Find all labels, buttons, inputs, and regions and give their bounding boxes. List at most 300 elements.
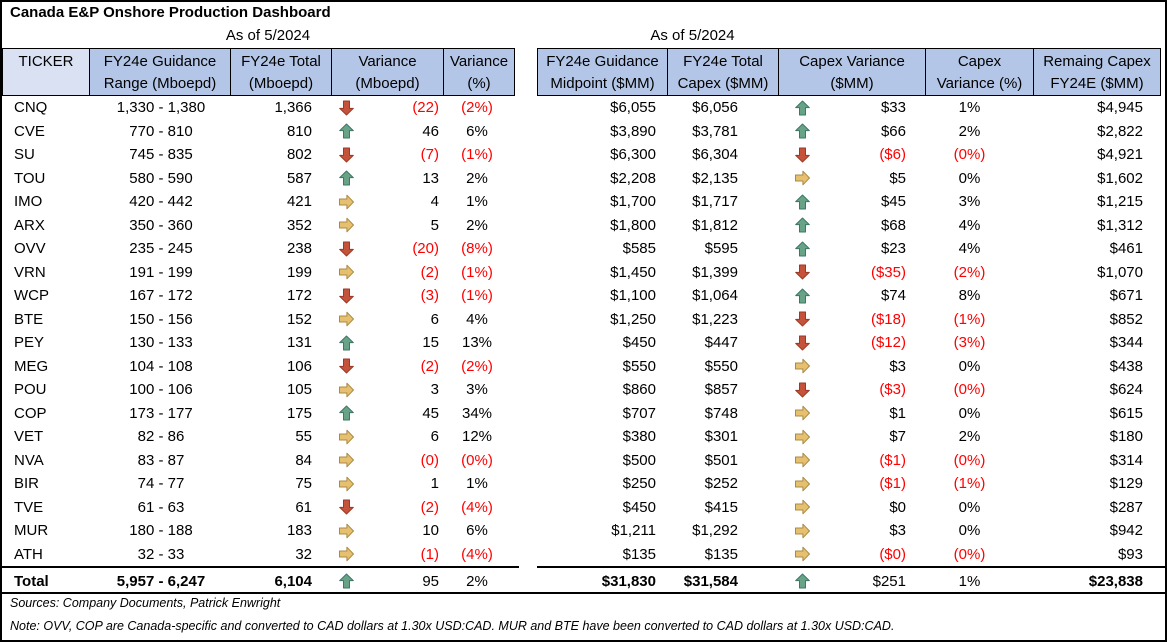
ticker-cell: Total [14,572,49,590]
fy24e-total-cell: 32 [295,545,312,563]
capex-variance-cell [780,428,928,445]
column-header [925,48,1034,96]
capex-variance-pct-cell: (0%) [953,545,986,563]
arrow-down-icon [338,241,355,257]
table-row [537,167,1165,191]
column-header-line1: FY24e Guidance [103,53,217,70]
variance-value: 4 [430,193,439,211]
capex-table [537,48,1165,594]
guidance-range-cell: 167 - 172 [129,287,193,305]
variance-value: (22) [412,99,439,117]
arrow-down-icon [338,100,355,116]
guidance-midpoint-cell: $1,700 [610,193,656,211]
variance-value: (1) [420,545,439,563]
total-bottom-rule [2,592,1165,594]
variance-value: 10 [422,522,439,540]
ticker-cell: ARX [14,216,45,234]
capex-variance-cell [780,475,928,492]
variance-cell [334,522,447,539]
total-capex-cell: $1,812 [692,216,738,234]
arrow-right-icon [338,311,355,327]
table-row [537,214,1165,238]
guidance-range-cell: 130 - 133 [129,334,193,352]
capex-variance-value: $7 [889,428,906,446]
arrow-down-icon [794,382,811,398]
arrow-up-icon [338,170,355,186]
guidance-midpoint-cell: $31,830 [601,572,656,590]
guidance-range-cell: 180 - 188 [129,522,193,540]
guidance-midpoint-cell: $1,211 [611,522,656,540]
guidance-midpoint-cell: $6,300 [610,146,656,164]
capex-variance-cell [780,170,928,187]
variance-value: (0) [420,451,439,469]
table-row [2,402,519,426]
variance-pct-cell: 6% [466,122,488,140]
column-header-line1: Remaing Capex [1043,53,1151,70]
remaining-capex-cell: $129 [1109,475,1143,493]
total-capex-cell: $135 [704,545,738,563]
arrow-right-icon [794,358,811,374]
arrow-right-icon [794,452,811,468]
arrow-down-icon [794,264,811,280]
remaining-capex-cell: $23,838 [1088,572,1143,590]
capex-variance-pct-cell: 2% [958,428,981,446]
capex-variance-cell [780,311,928,328]
remaining-capex-cell: $461 [1109,240,1143,258]
capex-variance-pct-cell: 2% [958,122,981,140]
variance-cell [334,240,447,257]
column-header-line2: Midpoint ($MM) [550,75,655,92]
fy24e-total-cell: 152 [286,310,312,328]
table-row [2,167,519,191]
table-row [537,120,1165,144]
column-header-line2: FY24E ($MM) [1050,75,1144,92]
column-header-line1: Variance [449,53,509,70]
guidance-midpoint-cell: $250 [622,475,656,493]
guidance-midpoint-cell: $1,800 [610,216,656,234]
capex-variance-value: $23 [880,240,906,258]
guidance-range-cell: 32 - 33 [137,545,185,563]
table-row [537,378,1165,402]
table-row [537,190,1165,214]
variance-cell [334,358,447,375]
fy24e-total-cell: 105 [286,381,312,399]
guidance-range-cell: 1,330 - 1,380 [116,99,206,117]
arrow-right-icon [794,523,811,539]
remaining-capex-cell: $438 [1109,357,1143,375]
capex-variance-value: ($3) [879,381,906,399]
capex-variance-value: ($0) [879,545,906,563]
guidance-range-cell: 61 - 63 [137,498,185,516]
variance-value: 46 [422,122,439,140]
capex-variance-cell [780,264,928,281]
capex-variance-value: ($1) [879,475,906,493]
guidance-midpoint-cell: $585 [622,240,656,258]
capex-variance-value: $74 [880,287,906,305]
capex-variance-pct-cell: (3%) [953,334,986,352]
arrow-right-icon [794,405,811,421]
capex-variance-value: $3 [889,522,906,540]
total-capex-cell: $31,584 [683,572,738,590]
fy24e-total-cell: 1,366 [274,99,312,117]
arrow-right-icon [794,170,811,186]
capex-variance-value: $33 [880,99,906,117]
total-capex-cell: $501 [704,451,738,469]
remaining-capex-cell: $1,070 [1097,263,1143,281]
total-capex-cell: $1,064 [692,287,738,305]
guidance-midpoint-cell: $3,890 [610,122,656,140]
variance-cell [334,475,447,492]
arrow-right-icon [794,499,811,515]
variance-pct-cell: 12% [461,428,493,446]
capex-variance-pct-cell: 0% [958,357,981,375]
variance-pct-cell: (1%) [461,146,493,164]
guidance-range-cell: 104 - 108 [129,357,193,375]
remaining-capex-cell: $344 [1109,334,1143,352]
column-header-line1: TICKER [18,53,74,70]
variance-cell [334,452,447,469]
column-header [331,48,444,96]
remaining-capex-cell: $624 [1109,381,1143,399]
variance-pct-cell: (8%) [461,240,493,258]
variance-cell [334,334,447,351]
note-line: Note: OVV, COP are Canada-specific and converted to CAD dollars at 1.30x USD:CAD. MUR and BTE have been converted to CAD dollars at 1.30x USD:CAD. [10,619,895,633]
total-capex-cell: $1,717 [692,193,738,211]
ticker-cell: BTE [14,310,44,328]
variance-pct-cell: (2%) [461,357,493,375]
guidance-range-cell: 74 - 77 [137,475,185,493]
ticker-cell: ATH [14,545,43,563]
as-of-label-left: As of 5/2024 [225,27,311,44]
fy24e-total-cell: 802 [286,146,312,164]
total-capex-cell: $550 [704,357,738,375]
production-table-total [2,566,519,594]
guidance-range-cell: 745 - 835 [129,146,193,164]
table-row [2,190,519,214]
variance-value: (7) [420,146,439,164]
total-capex-cell: $1,292 [692,522,738,540]
table-row [537,308,1165,332]
arrow-right-icon [338,429,355,445]
variance-value: 6 [430,428,439,446]
arrow-right-icon [338,382,355,398]
total-capex-cell: $1,223 [692,310,738,328]
table-row [2,355,519,379]
guidance-range-cell: 5,957 - 6,247 [116,572,206,590]
guidance-range-cell: 82 - 86 [137,428,185,446]
variance-pct-cell: 34% [461,404,493,422]
total-capex-cell: $748 [704,404,738,422]
capex-variance-pct-cell: 4% [958,216,981,234]
arrow-down-icon [794,311,811,327]
variance-pct-cell: (0%) [461,451,493,469]
total-capex-cell: $6,056 [692,99,738,117]
remaining-capex-cell: $942 [1109,522,1143,540]
column-header [2,48,90,96]
arrow-up-icon [794,100,811,116]
variance-pct-cell: (2%) [461,99,493,117]
guidance-midpoint-cell: $707 [622,404,656,422]
column-header-line2: Range (Mboepd) [103,75,217,92]
guidance-midpoint-cell: $450 [622,334,656,352]
capex-variance-pct-cell: 1% [958,99,981,117]
variance-pct-cell: 3% [466,381,488,399]
remaining-capex-cell: $1,312 [1097,216,1143,234]
production-table-header [2,48,519,96]
remaining-capex-cell: $4,921 [1097,146,1143,164]
variance-cell [334,405,447,422]
arrow-right-icon [338,194,355,210]
ticker-cell: VET [14,428,44,446]
capex-variance-cell [780,99,928,116]
table-row [2,237,519,261]
fy24e-total-cell: 106 [286,357,312,375]
total-capex-cell: $1,399 [692,263,738,281]
arrow-up-icon [794,573,811,589]
arrow-right-icon [338,546,355,562]
variance-pct-cell: 2% [466,169,488,187]
capex-variance-cell [780,358,928,375]
table-row [537,237,1165,261]
table-row [2,425,519,449]
guidance-midpoint-cell: $380 [622,428,656,446]
table-row [537,519,1165,543]
fy24e-total-cell: 55 [295,428,312,446]
column-header [537,48,668,96]
capex-table-total [537,566,1165,594]
variance-cell [334,428,447,445]
ticker-cell: OVV [14,240,46,258]
capex-variance-pct-cell: 0% [958,522,981,540]
remaining-capex-cell: $287 [1109,498,1143,516]
column-header-line1: FY24e Guidance [546,53,659,70]
variance-cell [334,193,447,210]
remaining-capex-cell: $2,822 [1097,122,1143,140]
arrow-right-icon [338,452,355,468]
remaining-capex-cell: $671 [1109,287,1143,305]
capex-variance-value: $251 [872,572,906,590]
table-row [2,496,519,520]
table-row [537,284,1165,308]
total-capex-cell: $6,304 [692,146,738,164]
total-capex-cell: $252 [704,475,738,493]
total-capex-cell: $857 [704,381,738,399]
capex-variance-cell [780,287,928,304]
variance-pct-cell: 4% [466,310,488,328]
variance-pct-cell: 1% [466,475,488,493]
arrow-up-icon [794,217,811,233]
column-header-line2: Variance (%) [936,75,1023,92]
column-header [667,48,779,96]
variance-pct-cell: 2% [466,572,488,590]
table-row [2,143,519,167]
ticker-cell: TOU [14,169,46,187]
guidance-range-cell: 770 - 810 [129,122,193,140]
guidance-range-cell: 350 - 360 [129,216,193,234]
column-header-line1: FY24e Total [241,53,321,70]
fy24e-total-cell: 172 [286,287,312,305]
table-row [537,449,1165,473]
variance-cell [334,546,447,563]
column-header-line2: Capex ($MM) [677,75,769,92]
variance-cell [334,99,447,116]
capex-variance-value: ($12) [870,334,906,352]
fy24e-total-cell: 61 [295,498,312,516]
guidance-range-cell: 191 - 199 [129,263,193,281]
guidance-midpoint-cell: $1,100 [610,287,656,305]
arrow-down-icon [794,335,811,351]
ticker-cell: BIR [14,475,40,493]
column-header [778,48,926,96]
variance-value: (2) [420,263,439,281]
table-row [2,543,519,567]
arrow-right-icon [338,264,355,280]
capex-variance-cell [780,381,928,398]
capex-variance-pct-cell: 0% [958,169,981,187]
capex-variance-value: $45 [880,193,906,211]
capex-variance-cell [780,146,928,163]
guidance-range-cell: 100 - 106 [129,381,193,399]
capex-variance-pct-cell: (0%) [953,146,986,164]
remaining-capex-cell: $615 [1109,404,1143,422]
fy24e-total-cell: 238 [286,240,312,258]
total-capex-cell: $3,781 [692,122,738,140]
variance-cell [334,170,447,187]
capex-variance-value: $5 [889,169,906,187]
column-header [1033,48,1161,96]
capex-variance-cell [780,452,928,469]
capex-variance-pct-cell: 0% [958,498,981,516]
capex-variance-cell [780,334,928,351]
fy24e-total-cell: 352 [286,216,312,234]
arrow-up-icon [794,123,811,139]
variance-pct-cell: (1%) [461,263,493,281]
arrow-down-icon [338,288,355,304]
variance-cell [334,381,447,398]
variance-cell [334,146,447,163]
guidance-range-cell: 580 - 590 [129,169,193,187]
table-row [537,496,1165,520]
production-table [2,48,519,594]
table-row [2,261,519,285]
column-header [443,48,515,96]
capex-variance-value: $3 [889,357,906,375]
arrow-right-icon [338,476,355,492]
variance-cell [334,123,447,140]
ticker-cell: SU [14,146,35,164]
variance-value: (20) [412,240,439,258]
variance-pct-cell: 2% [466,216,488,234]
arrow-up-icon [794,194,811,210]
arrow-down-icon [338,147,355,163]
fy24e-total-cell: 421 [286,193,312,211]
capex-variance-value: $68 [880,216,906,234]
guidance-range-cell: 173 - 177 [129,404,193,422]
variance-value: 6 [430,310,439,328]
ticker-cell: COP [14,404,47,422]
remaining-capex-cell: $93 [1117,545,1143,563]
fy24e-total-cell: 131 [286,334,312,352]
capex-variance-cell [780,123,928,140]
capex-variance-cell [780,546,928,563]
fy24e-total-cell: 84 [295,451,312,469]
guidance-midpoint-cell: $135 [622,545,656,563]
guidance-midpoint-cell: $1,250 [610,310,656,328]
variance-value: 45 [422,404,439,422]
variance-cell [334,499,447,516]
capex-variance-cell [780,522,928,539]
capex-variance-value: $66 [880,122,906,140]
variance-value: 1 [430,475,439,493]
arrow-right-icon [794,546,811,562]
table-row [537,402,1165,426]
table-row [2,378,519,402]
guidance-midpoint-cell: $500 [622,451,656,469]
guidance-range-cell: 235 - 245 [129,240,193,258]
table-row [2,566,519,594]
capex-variance-value: ($18) [870,310,906,328]
variance-pct-cell: 1% [466,193,488,211]
variance-value: (2) [420,357,439,375]
table-row [537,143,1165,167]
variance-pct-cell: (1%) [461,287,493,305]
capex-variance-pct-cell: (2%) [953,263,986,281]
column-header-line1: Capex Variance [799,53,905,70]
fy24e-total-cell: 183 [286,522,312,540]
fy24e-total-cell: 175 [286,404,312,422]
column-header [89,48,231,96]
capex-variance-pct-cell: (1%) [953,310,986,328]
total-capex-cell: $415 [704,498,738,516]
variance-pct-cell: (4%) [461,498,493,516]
table-row [2,284,519,308]
as-of-label-right: As of 5/2024 [650,27,735,44]
table-row [537,96,1165,120]
total-capex-cell: $2,135 [692,169,738,187]
capex-variance-cell [780,193,928,210]
variance-cell [334,573,447,590]
arrow-down-icon [794,147,811,163]
table-row [537,261,1165,285]
remaining-capex-cell: $852 [1109,310,1143,328]
arrow-up-icon [338,123,355,139]
column-header-line1: FY24e Total [683,53,763,70]
variance-value: (3) [420,287,439,305]
capex-variance-cell [780,405,928,422]
capex-variance-pct-cell: 3% [958,193,981,211]
variance-value: 95 [422,572,439,590]
ticker-cell: WCP [14,287,49,305]
variance-pct-cell: 13% [461,334,493,352]
table-row [537,566,1165,594]
capex-variance-pct-cell: 8% [958,287,981,305]
remaining-capex-cell: $4,945 [1097,99,1143,117]
column-header-line2: (%) [467,75,491,92]
fy24e-total-cell: 6,104 [274,572,312,590]
table-row [2,214,519,238]
ticker-cell: CNQ [14,99,48,117]
capex-variance-pct-cell: (0%) [953,451,986,469]
capex-variance-value: $1 [889,404,906,422]
guidance-range-cell: 150 - 156 [129,310,193,328]
column-header-line2: (Mboepd) [355,75,420,92]
remaining-capex-cell: $180 [1109,428,1143,446]
table-row [537,543,1165,567]
table-row [537,331,1165,355]
arrow-down-icon [338,499,355,515]
remaining-capex-cell: $1,215 [1097,193,1143,211]
capex-variance-cell [780,573,928,590]
